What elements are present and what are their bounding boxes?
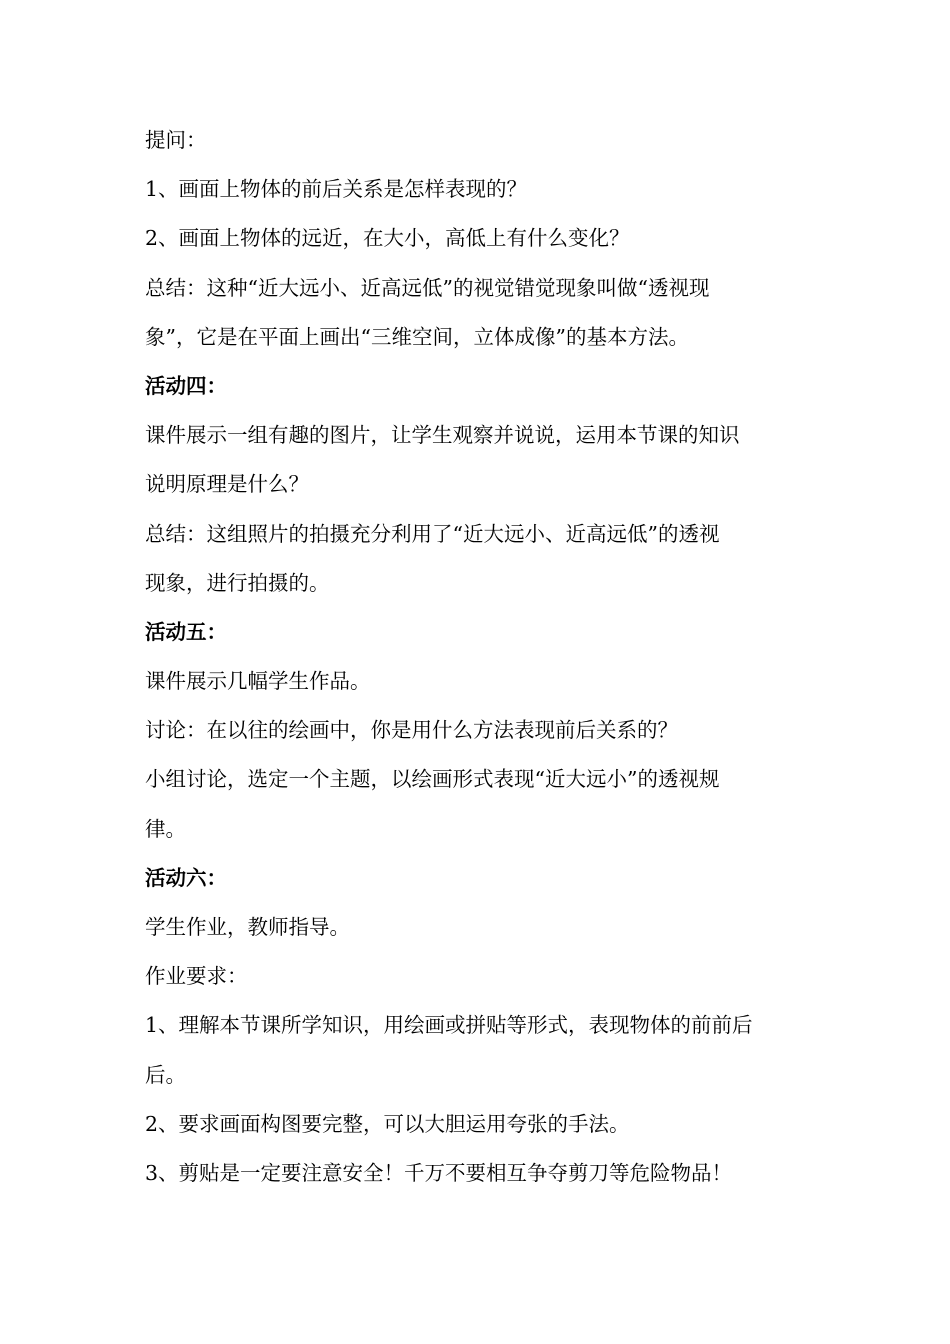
activity-5-line-1: 课件展示几幅学生作品。 (145, 669, 371, 694)
activity-4-line-2: 说明原理是什么？ (145, 472, 309, 497)
group-line-1 (145, 755, 810, 804)
homework-2: 2、要求画面构图要完整，可以大胆运用夸张的手法。 (145, 1111, 630, 1136)
activity-6-title: 活动六： (145, 865, 227, 890)
question-header: 提问： (145, 128, 207, 152)
summary-2-line-1-text: 总结：这组照片的拍摄充分利用了“近大远小、近高远低”的透视 (145, 521, 720, 546)
homework-1-line-1 (145, 1001, 810, 1050)
activity-4-line-1 (145, 411, 810, 460)
homework-3: 3、剪贴是一定要注意安全！千万不要相互争夺剪刀等危险物品！ (145, 1160, 733, 1185)
summary-1-line-1 (145, 264, 810, 313)
activity-4-title: 活动四： (145, 373, 227, 398)
discussion-line: 讨论：在以往的绘画中，你是用什么方法表现前后关系的？ (145, 718, 678, 743)
activity-5-title: 活动五： (145, 619, 227, 644)
document-body (145, 116, 810, 1198)
activity-4-line-1-text: 课件展示一组有趣的图片，让学生观察并说说，运用本节课的知识 (145, 423, 740, 448)
homework-1-line-1-text: 1、理解本节课所学知识，用绘画或拼贴等形式，表现物体的前前后 (145, 1013, 753, 1038)
homework-header: 作业要求： (145, 964, 248, 989)
group-line-1-text: 小组讨论，选定一个主题，以绘画形式表现“近大远小”的透视规 (145, 767, 720, 792)
summary-1-line-1-text: 总结：这种“近大远小、近高远低”的视觉错觉现象叫做“透视现 (145, 275, 710, 300)
homework-1-line-2: 后。 (145, 1062, 186, 1087)
question-1: 1、画面上物体的前后关系是怎样表现的？ (145, 177, 528, 202)
activity-6-line-1: 学生作业，教师指导。 (145, 915, 350, 939)
question-2: 2、画面上物体的远近，在大小，高低上有什么变化？ (145, 226, 630, 251)
summary-2-line-2: 现象，进行拍摄的。 (145, 570, 330, 595)
summary-2-line-1 (145, 510, 810, 559)
summary-1-line-2: 象”，它是在平面上画出“三维空间，立体成像”的基本方法。 (145, 324, 689, 349)
group-line-2: 律。 (145, 816, 186, 841)
